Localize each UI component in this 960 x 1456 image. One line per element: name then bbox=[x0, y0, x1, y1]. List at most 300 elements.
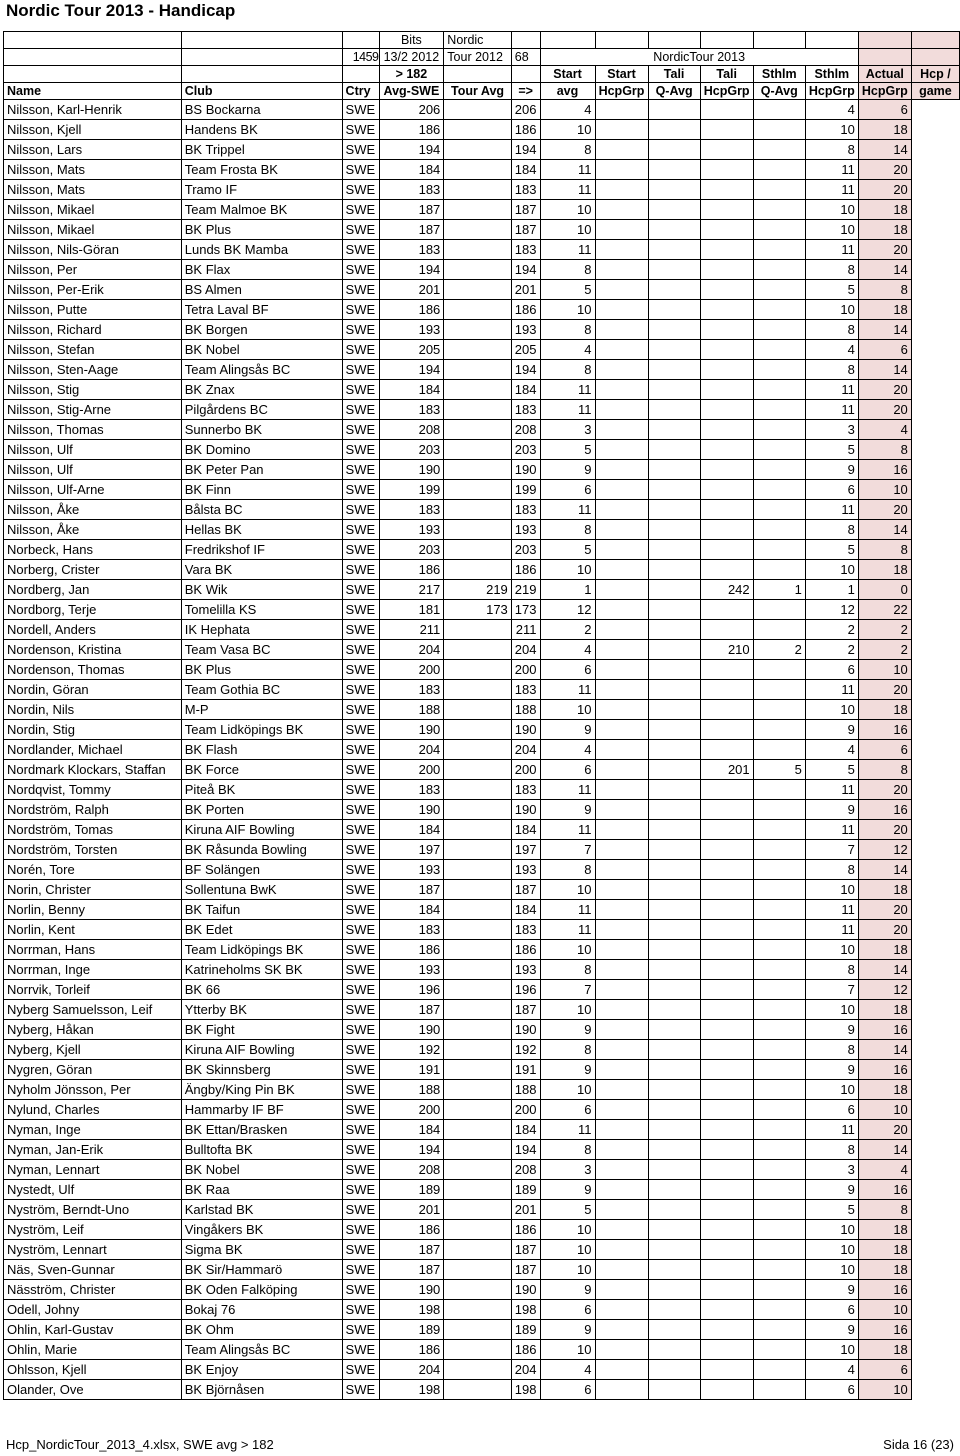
hdr-count2: 68 bbox=[511, 49, 540, 66]
cell-arrow: 189 bbox=[511, 1180, 540, 1200]
cell-actual-hcpgrp: 18 bbox=[858, 120, 911, 140]
cell-arrow: 188 bbox=[511, 700, 540, 720]
cell-club: BK Finn bbox=[181, 480, 342, 500]
hdr-avgswe: Avg-SWE bbox=[379, 83, 444, 100]
cell-tali-hcpgrp bbox=[700, 400, 753, 420]
cell-arrow: 183 bbox=[511, 500, 540, 520]
cell-start-avg: 8 bbox=[540, 860, 595, 880]
cell-tali-hcpgrp bbox=[700, 800, 753, 820]
cell-sthlm-qavg bbox=[753, 680, 805, 700]
cell-avg-swe: 187 bbox=[379, 1260, 444, 1280]
cell-start-avg: 6 bbox=[540, 760, 595, 780]
cell-avg-swe: 183 bbox=[379, 180, 444, 200]
table-row bbox=[4, 500, 960, 520]
cell-arrow: 193 bbox=[511, 860, 540, 880]
footer-filename: Hcp_NordicTour_2013_4.xlsx, SWE avg > 182 bbox=[6, 1437, 274, 1452]
cell-start-hcpgrp bbox=[595, 580, 648, 600]
cell-sthlm-qavg bbox=[753, 1280, 805, 1300]
cell-ctry: SWE bbox=[342, 120, 379, 140]
cell-arrow: 189 bbox=[511, 1320, 540, 1340]
cell-actual-hcpgrp: 8 bbox=[858, 280, 911, 300]
cell-avg-swe: 187 bbox=[379, 1240, 444, 1260]
cell-ctry: SWE bbox=[342, 860, 379, 880]
cell-ctry: SWE bbox=[342, 420, 379, 440]
cell-start-hcpgrp bbox=[595, 920, 648, 940]
cell-sthlm-qavg bbox=[753, 240, 805, 260]
cell-avg-swe: 190 bbox=[379, 1280, 444, 1300]
table-row bbox=[4, 1300, 960, 1320]
cell-start-hcpgrp bbox=[595, 340, 648, 360]
cell-actual-hcpgrp: 8 bbox=[858, 540, 911, 560]
cell-tali-hcpgrp bbox=[700, 840, 753, 860]
cell-start-avg: 9 bbox=[540, 1020, 595, 1040]
cell-sthlm-qavg bbox=[753, 1080, 805, 1100]
cell-tali-qavg bbox=[648, 120, 700, 140]
cell-avg-swe: 188 bbox=[379, 1080, 444, 1100]
cell-start-avg: 8 bbox=[540, 520, 595, 540]
cell-name: Nyman, Jan-Erik bbox=[4, 1140, 182, 1160]
cell-arrow: 190 bbox=[511, 1020, 540, 1040]
cell-start-avg: 9 bbox=[540, 460, 595, 480]
cell-sthlm-hcpgrp: 6 bbox=[805, 480, 858, 500]
cell-arrow: 183 bbox=[511, 680, 540, 700]
page-title: Nordic Tour 2013 - Handicap bbox=[6, 1, 236, 20]
cell-tali-hcpgrp bbox=[700, 460, 753, 480]
handicap-table bbox=[3, 31, 960, 1400]
cell-tour-avg bbox=[444, 720, 512, 740]
cell-name: Nordlander, Michael bbox=[4, 740, 182, 760]
cell-actual-hcpgrp: 18 bbox=[858, 940, 911, 960]
cell-ctry: SWE bbox=[342, 700, 379, 720]
cell-ctry: SWE bbox=[342, 880, 379, 900]
cell-tour-avg bbox=[444, 640, 512, 660]
cell-tour-avg bbox=[444, 1160, 512, 1180]
cell-start-avg: 5 bbox=[540, 540, 595, 560]
cell-club: BK Råsunda Bowling bbox=[181, 840, 342, 860]
cell-tali-hcpgrp bbox=[700, 1180, 753, 1200]
cell-tour-avg bbox=[444, 180, 512, 200]
cell-arrow: 186 bbox=[511, 1220, 540, 1240]
cell-sthlm-qavg: 2 bbox=[753, 640, 805, 660]
cell-actual-hcpgrp: 20 bbox=[858, 160, 911, 180]
cell-name: Nyberg, Kjell bbox=[4, 1040, 182, 1060]
cell-tour-avg bbox=[444, 700, 512, 720]
cell-start-avg: 9 bbox=[540, 720, 595, 740]
cell-sthlm-hcpgrp: 11 bbox=[805, 820, 858, 840]
cell-name: Nilsson, Mats bbox=[4, 160, 182, 180]
table-row bbox=[4, 1380, 960, 1400]
cell-tali-qavg bbox=[648, 840, 700, 860]
cell-tour-avg bbox=[444, 480, 512, 500]
cell-tali-hcpgrp bbox=[700, 960, 753, 980]
cell-arrow: 193 bbox=[511, 960, 540, 980]
cell-arrow: 184 bbox=[511, 820, 540, 840]
table-row bbox=[4, 300, 960, 320]
cell-name: Nilsson, Sten-Aage bbox=[4, 360, 182, 380]
cell-club: Bulltofta BK bbox=[181, 1140, 342, 1160]
table-row bbox=[4, 600, 960, 620]
cell-club: BK Nobel bbox=[181, 1160, 342, 1180]
cell-avg-swe: 200 bbox=[379, 660, 444, 680]
cell-tour-avg bbox=[444, 1060, 512, 1080]
cell-actual-hcpgrp: 18 bbox=[858, 220, 911, 240]
cell-sthlm-qavg bbox=[753, 700, 805, 720]
cell-tali-hcpgrp bbox=[700, 440, 753, 460]
cell-name: Nilsson, Kjell bbox=[4, 120, 182, 140]
cell-sthlm-hcpgrp: 9 bbox=[805, 1020, 858, 1040]
cell-avg-swe: 193 bbox=[379, 320, 444, 340]
cell-club: Bålsta BC bbox=[181, 500, 342, 520]
cell-avg-swe: 201 bbox=[379, 280, 444, 300]
cell-sthlm-hcpgrp: 9 bbox=[805, 1060, 858, 1080]
cell-club: BK Plus bbox=[181, 220, 342, 240]
cell-tali-hcpgrp bbox=[700, 860, 753, 880]
cell-arrow: 200 bbox=[511, 660, 540, 680]
cell-ctry: SWE bbox=[342, 320, 379, 340]
cell-avg-swe: 204 bbox=[379, 640, 444, 660]
cell-name: Nilsson, Ulf bbox=[4, 440, 182, 460]
cell-avg-swe: 187 bbox=[379, 1000, 444, 1020]
table-row bbox=[4, 440, 960, 460]
cell-tour-avg bbox=[444, 980, 512, 1000]
cell-name: Nilsson, Mats bbox=[4, 180, 182, 200]
cell-actual-hcpgrp: 20 bbox=[858, 900, 911, 920]
cell-sthlm-hcpgrp: 11 bbox=[805, 400, 858, 420]
hdr-hcpgrp2: HcpGrp bbox=[700, 83, 753, 100]
cell-sthlm-hcpgrp: 8 bbox=[805, 1140, 858, 1160]
cell-sthlm-hcpgrp: 11 bbox=[805, 920, 858, 940]
cell-start-hcpgrp bbox=[595, 1240, 648, 1260]
cell-start-hcpgrp bbox=[595, 460, 648, 480]
cell-start-hcpgrp bbox=[595, 860, 648, 880]
cell-start-hcpgrp bbox=[595, 380, 648, 400]
table-row bbox=[4, 480, 960, 500]
cell-arrow: 200 bbox=[511, 760, 540, 780]
cell-sthlm-hcpgrp: 8 bbox=[805, 140, 858, 160]
cell-tali-hcpgrp bbox=[700, 920, 753, 940]
cell-avg-swe: 187 bbox=[379, 880, 444, 900]
cell-start-hcpgrp bbox=[595, 200, 648, 220]
cell-tali-hcpgrp bbox=[700, 1100, 753, 1120]
cell-sthlm-qavg bbox=[753, 960, 805, 980]
cell-club: Fredrikshof IF bbox=[181, 540, 342, 560]
cell-tali-qavg bbox=[648, 400, 700, 420]
cell-sthlm-hcpgrp: 1 bbox=[805, 580, 858, 600]
cell-tali-hcpgrp bbox=[700, 1160, 753, 1180]
cell-start-hcpgrp bbox=[595, 360, 648, 380]
cell-club: Team Lidköpings BK bbox=[181, 720, 342, 740]
cell-tour-avg bbox=[444, 780, 512, 800]
table-row bbox=[4, 1020, 960, 1040]
cell-tali-qavg bbox=[648, 280, 700, 300]
cell-sthlm-hcpgrp: 5 bbox=[805, 540, 858, 560]
cell-start-hcpgrp bbox=[595, 1020, 648, 1040]
hdr-name: Name bbox=[4, 83, 182, 100]
cell-start-avg: 12 bbox=[540, 600, 595, 620]
cell-tali-hcpgrp bbox=[700, 540, 753, 560]
cell-tali-hcpgrp bbox=[700, 340, 753, 360]
cell-tour-avg bbox=[444, 660, 512, 680]
cell-tali-hcpgrp bbox=[700, 1080, 753, 1100]
cell-ctry: SWE bbox=[342, 1100, 379, 1120]
cell-sthlm-hcpgrp: 8 bbox=[805, 960, 858, 980]
cell-tali-hcpgrp: 210 bbox=[700, 640, 753, 660]
cell-sthlm-qavg bbox=[753, 1000, 805, 1020]
cell-tali-qavg bbox=[648, 380, 700, 400]
table-row bbox=[4, 780, 960, 800]
cell-club: BK 66 bbox=[181, 980, 342, 1000]
cell-tour-avg bbox=[444, 860, 512, 880]
cell-start-hcpgrp bbox=[595, 1140, 648, 1160]
cell-start-hcpgrp bbox=[595, 280, 648, 300]
cell-avg-swe: 189 bbox=[379, 1180, 444, 1200]
cell-avg-swe: 203 bbox=[379, 540, 444, 560]
cell-sthlm-qavg bbox=[753, 1300, 805, 1320]
cell-name: Nyberg Samuelsson, Leif bbox=[4, 1000, 182, 1020]
cell-start-hcpgrp bbox=[595, 400, 648, 420]
cell-start-avg: 10 bbox=[540, 1260, 595, 1280]
cell-sthlm-qavg bbox=[753, 340, 805, 360]
table-row bbox=[4, 180, 960, 200]
cell-club: IK Hephata bbox=[181, 620, 342, 640]
cell-sthlm-qavg: 5 bbox=[753, 760, 805, 780]
table-row bbox=[4, 840, 960, 860]
cell-start-hcpgrp bbox=[595, 1060, 648, 1080]
cell-tali-qavg bbox=[648, 520, 700, 540]
cell-arrow: 191 bbox=[511, 1060, 540, 1080]
cell-name: Nordström, Tomas bbox=[4, 820, 182, 840]
cell-sthlm-qavg bbox=[753, 420, 805, 440]
cell-sthlm-qavg bbox=[753, 400, 805, 420]
cell-arrow: 187 bbox=[511, 200, 540, 220]
cell-ctry: SWE bbox=[342, 980, 379, 1000]
cell-ctry: SWE bbox=[342, 220, 379, 240]
cell-avg-swe: 187 bbox=[379, 200, 444, 220]
cell-actual-hcpgrp: 6 bbox=[858, 1360, 911, 1380]
cell-sthlm-hcpgrp: 6 bbox=[805, 1380, 858, 1400]
cell-sthlm-qavg bbox=[753, 1120, 805, 1140]
table-row bbox=[4, 1240, 960, 1260]
cell-start-avg: 11 bbox=[540, 160, 595, 180]
cell-start-hcpgrp bbox=[595, 500, 648, 520]
cell-club: Tetra Laval BF bbox=[181, 300, 342, 320]
cell-ctry: SWE bbox=[342, 400, 379, 420]
cell-start-hcpgrp bbox=[595, 240, 648, 260]
cell-tali-qavg bbox=[648, 880, 700, 900]
cell-tali-qavg bbox=[648, 1360, 700, 1380]
cell-arrow: 198 bbox=[511, 1300, 540, 1320]
table-row bbox=[4, 540, 960, 560]
cell-tali-qavg bbox=[648, 800, 700, 820]
cell-start-avg: 7 bbox=[540, 980, 595, 1000]
cell-sthlm-qavg bbox=[753, 820, 805, 840]
table-row bbox=[4, 1160, 960, 1180]
cell-sthlm-qavg bbox=[753, 900, 805, 920]
cell-ctry: SWE bbox=[342, 540, 379, 560]
cell-ctry: SWE bbox=[342, 600, 379, 620]
cell-name: Olander, Ove bbox=[4, 1380, 182, 1400]
cell-start-hcpgrp bbox=[595, 320, 648, 340]
cell-ctry: SWE bbox=[342, 1240, 379, 1260]
cell-tali-hcpgrp bbox=[700, 360, 753, 380]
cell-start-avg: 11 bbox=[540, 1120, 595, 1140]
cell-arrow: 203 bbox=[511, 540, 540, 560]
cell-club: BK Fight bbox=[181, 1020, 342, 1040]
cell-club: BF Solängen bbox=[181, 860, 342, 880]
cell-tour-avg bbox=[444, 280, 512, 300]
cell-avg-swe: 203 bbox=[379, 440, 444, 460]
table-row bbox=[4, 1080, 960, 1100]
cell-club: Piteå BK bbox=[181, 780, 342, 800]
cell-tour-avg bbox=[444, 800, 512, 820]
cell-name: Nystedt, Ulf bbox=[4, 1180, 182, 1200]
cell-start-hcpgrp bbox=[595, 660, 648, 680]
table-row bbox=[4, 360, 960, 380]
table-row bbox=[4, 420, 960, 440]
cell-tali-qavg bbox=[648, 900, 700, 920]
cell-tour-avg bbox=[444, 1040, 512, 1060]
cell-actual-hcpgrp: 14 bbox=[858, 960, 911, 980]
cell-tali-hcpgrp bbox=[700, 520, 753, 540]
cell-arrow: 198 bbox=[511, 1380, 540, 1400]
cell-actual-hcpgrp: 18 bbox=[858, 700, 911, 720]
table-row bbox=[4, 1340, 960, 1360]
cell-name: Nilsson, Ulf bbox=[4, 460, 182, 480]
cell-sthlm-qavg bbox=[753, 200, 805, 220]
cell-sthlm-hcpgrp: 10 bbox=[805, 1220, 858, 1240]
cell-start-avg: 9 bbox=[540, 1280, 595, 1300]
cell-avg-swe: 184 bbox=[379, 160, 444, 180]
hdr-tali1: Tali bbox=[648, 66, 700, 83]
cell-tour-avg bbox=[444, 340, 512, 360]
cell-tali-hcpgrp: 201 bbox=[700, 760, 753, 780]
cell-ctry: SWE bbox=[342, 240, 379, 260]
cell-ctry: SWE bbox=[342, 580, 379, 600]
cell-arrow: 208 bbox=[511, 420, 540, 440]
cell-tali-qavg bbox=[648, 980, 700, 1000]
cell-club: Sigma BK bbox=[181, 1240, 342, 1260]
cell-ctry: SWE bbox=[342, 1260, 379, 1280]
cell-name: Norin, Christer bbox=[4, 880, 182, 900]
cell-club: Karlstad BK bbox=[181, 1200, 342, 1220]
cell-arrow: 183 bbox=[511, 920, 540, 940]
table-row bbox=[4, 280, 960, 300]
cell-sthlm-qavg bbox=[753, 1060, 805, 1080]
cell-tali-qavg bbox=[648, 340, 700, 360]
cell-name: Nilsson, Richard bbox=[4, 320, 182, 340]
cell-start-hcpgrp bbox=[595, 220, 648, 240]
cell-name: Nyman, Inge bbox=[4, 1120, 182, 1140]
hdr-hcpgrp4: HcpGrp bbox=[858, 83, 911, 100]
cell-tali-qavg bbox=[648, 640, 700, 660]
hdr-game: game bbox=[911, 83, 959, 100]
cell-ctry: SWE bbox=[342, 940, 379, 960]
cell-avg-swe: 184 bbox=[379, 1120, 444, 1140]
cell-tali-hcpgrp bbox=[700, 720, 753, 740]
cell-actual-hcpgrp: 8 bbox=[858, 440, 911, 460]
cell-start-hcpgrp bbox=[595, 140, 648, 160]
cell-ctry: SWE bbox=[342, 900, 379, 920]
cell-tour-avg bbox=[444, 1380, 512, 1400]
cell-arrow: 184 bbox=[511, 380, 540, 400]
cell-actual-hcpgrp: 16 bbox=[858, 1320, 911, 1340]
cell-name: Nordberg, Jan bbox=[4, 580, 182, 600]
cell-tour-avg bbox=[444, 940, 512, 960]
table-row bbox=[4, 220, 960, 240]
cell-tali-hcpgrp bbox=[700, 1300, 753, 1320]
cell-club: Team Gothia BC bbox=[181, 680, 342, 700]
cell-tour-avg bbox=[444, 400, 512, 420]
cell-arrow: 197 bbox=[511, 840, 540, 860]
cell-ctry: SWE bbox=[342, 960, 379, 980]
cell-sthlm-hcpgrp: 8 bbox=[805, 1040, 858, 1060]
cell-club: Tomelilla KS bbox=[181, 600, 342, 620]
hdr-start1: Start bbox=[540, 66, 595, 83]
cell-arrow: 206 bbox=[511, 100, 540, 120]
cell-sthlm-qavg bbox=[753, 140, 805, 160]
cell-name: Nilsson, Putte bbox=[4, 300, 182, 320]
cell-tali-qavg bbox=[648, 1040, 700, 1060]
cell-tali-hcpgrp bbox=[700, 1320, 753, 1340]
cell-start-hcpgrp bbox=[595, 1300, 648, 1320]
cell-start-hcpgrp bbox=[595, 1180, 648, 1200]
cell-ctry: SWE bbox=[342, 1160, 379, 1180]
cell-tour-avg bbox=[444, 840, 512, 860]
cell-arrow: 201 bbox=[511, 280, 540, 300]
cell-club: BK Ohm bbox=[181, 1320, 342, 1340]
cell-tour-avg bbox=[444, 1180, 512, 1200]
cell-start-avg: 11 bbox=[540, 240, 595, 260]
cell-ctry: SWE bbox=[342, 800, 379, 820]
cell-avg-swe: 183 bbox=[379, 680, 444, 700]
cell-tali-qavg bbox=[648, 260, 700, 280]
cell-name: Norberg, Crister bbox=[4, 560, 182, 580]
hdr-tali2: Tali bbox=[700, 66, 753, 83]
table-row bbox=[4, 1140, 960, 1160]
cell-start-avg: 5 bbox=[540, 1200, 595, 1220]
cell-avg-swe: 200 bbox=[379, 760, 444, 780]
cell-tali-hcpgrp bbox=[700, 1360, 753, 1380]
cell-sthlm-hcpgrp: 10 bbox=[805, 940, 858, 960]
table-row bbox=[4, 1320, 960, 1340]
cell-tali-hcpgrp bbox=[700, 1040, 753, 1060]
cell-club: Team Lidköpings BK bbox=[181, 940, 342, 960]
cell-arrow: 188 bbox=[511, 1080, 540, 1100]
cell-actual-hcpgrp: 20 bbox=[858, 240, 911, 260]
cell-name: Näs, Sven-Gunnar bbox=[4, 1260, 182, 1280]
cell-tour-avg bbox=[444, 880, 512, 900]
cell-club: BK Peter Pan bbox=[181, 460, 342, 480]
cell-start-hcpgrp bbox=[595, 840, 648, 860]
hdr-avg: avg bbox=[540, 83, 595, 100]
cell-avg-swe: 191 bbox=[379, 1060, 444, 1080]
cell-tali-hcpgrp bbox=[700, 1060, 753, 1080]
cell-club: Ängby/King Pin BK bbox=[181, 1080, 342, 1100]
cell-sthlm-qavg bbox=[753, 100, 805, 120]
cell-tali-qavg bbox=[648, 580, 700, 600]
cell-sthlm-qavg bbox=[753, 520, 805, 540]
cell-start-hcpgrp bbox=[595, 540, 648, 560]
cell-tali-hcpgrp bbox=[700, 1260, 753, 1280]
cell-actual-hcpgrp: 16 bbox=[858, 720, 911, 740]
cell-tour-avg bbox=[444, 440, 512, 460]
cell-start-hcpgrp bbox=[595, 1160, 648, 1180]
cell-start-avg: 10 bbox=[540, 1000, 595, 1020]
table-row bbox=[4, 640, 960, 660]
cell-tali-hcpgrp bbox=[700, 420, 753, 440]
cell-sthlm-hcpgrp: 9 bbox=[805, 1180, 858, 1200]
table-row bbox=[4, 340, 960, 360]
